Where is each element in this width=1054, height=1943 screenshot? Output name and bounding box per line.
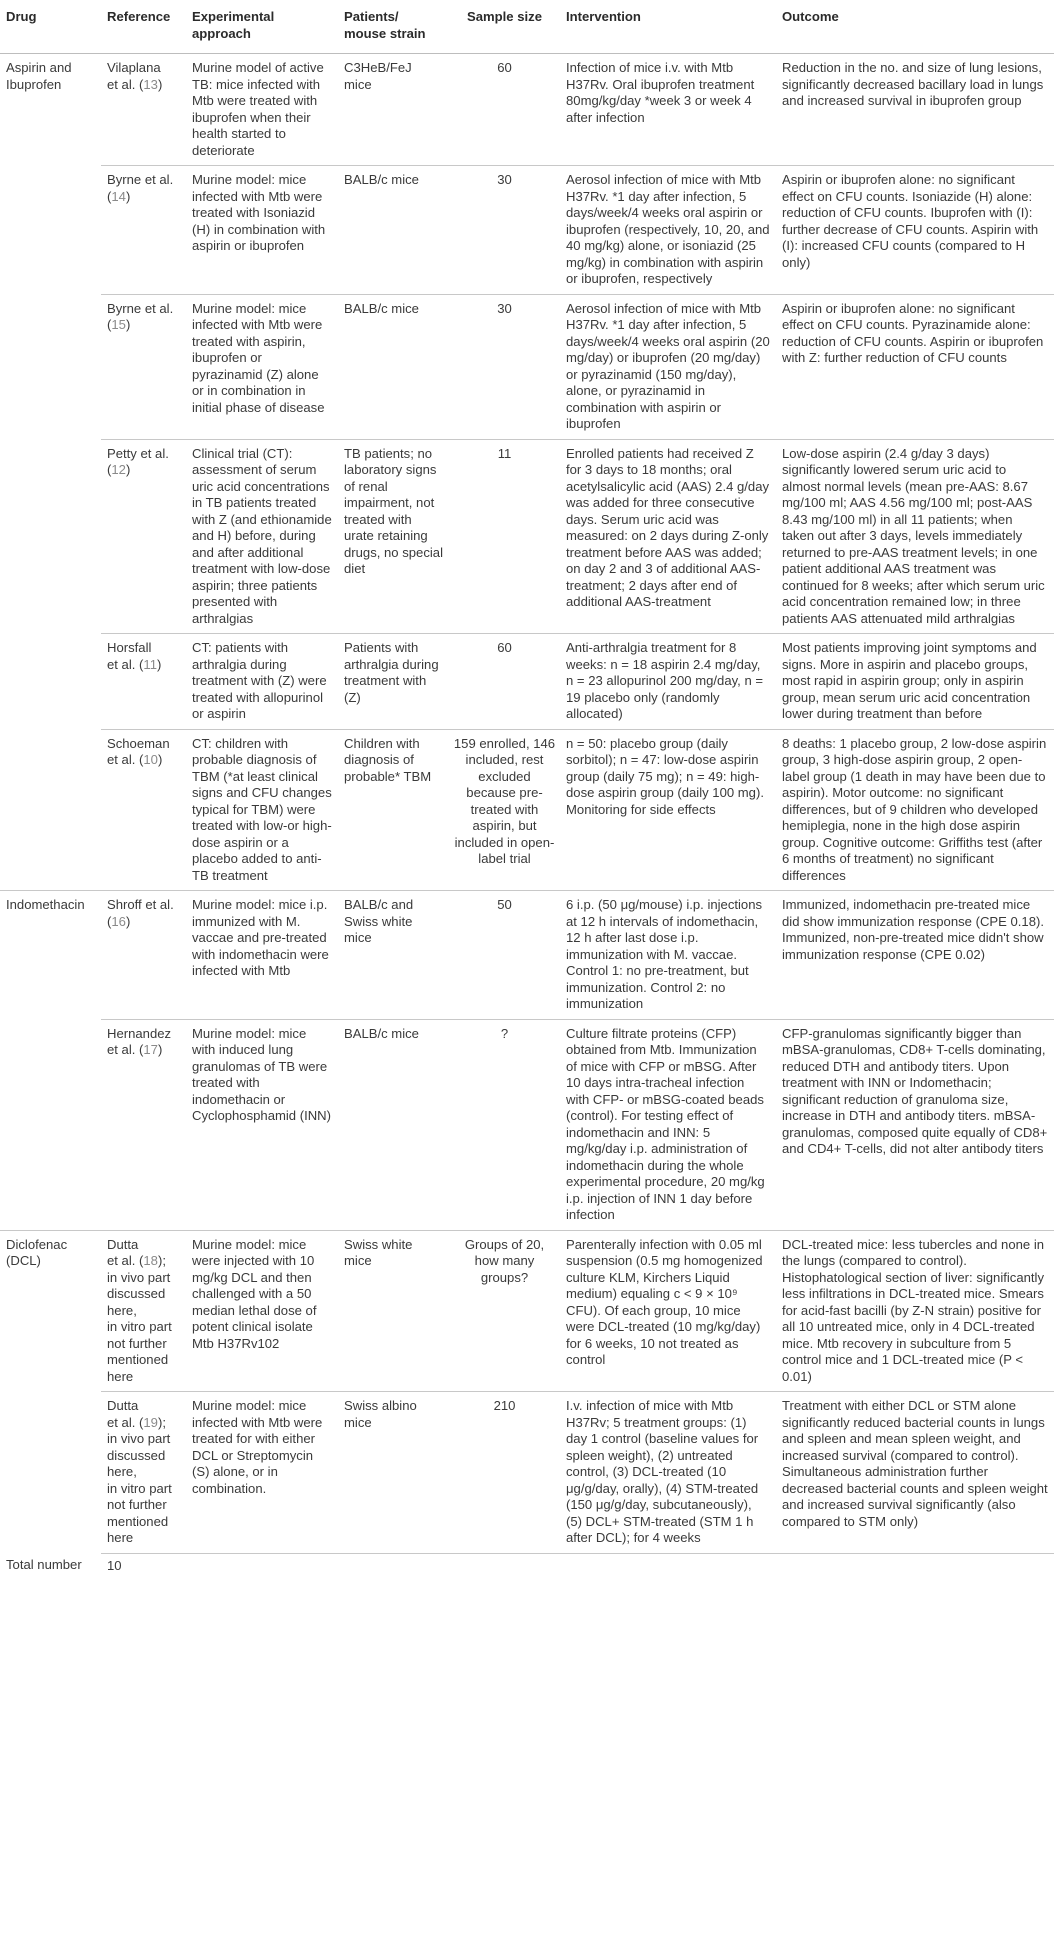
experimental-approach-cell: CT: children with probable diagnosis of TBM (*at least clinical signs and CFU changes typical for TBM) were treated with low-or high-dose aspirin or a placebo added to anti-TB treatment (186, 729, 338, 891)
drug-cell: Indomethacin (0, 891, 101, 1020)
empty-cell (776, 1553, 1054, 1580)
reference-author: Dutta et al. ( (107, 1236, 144, 1268)
reference-author: Vilaplana et al. ( (107, 60, 161, 92)
header-intervention: Intervention (560, 0, 776, 54)
table-row (0, 166, 1054, 295)
patients-strain-cell: Swiss white mice (338, 1230, 449, 1392)
drug-cell (0, 729, 101, 891)
reference-suffix: ) (125, 317, 131, 332)
reference-suffix: ); in vivo part discussed here, in vitro part not further mentioned here (107, 1414, 172, 1545)
outcome-cell: Aspirin or ibuprofen alone: no significant effect on CFU counts. Isoniazide (H) alone: reduction of CFU counts. Ibuprofen with (I): further decrease of CFU counts. Aspirin with (I): increased CFU counts (compared to H only) (776, 166, 1054, 295)
total-row (0, 1553, 1054, 1580)
sample-size-cell: 159 enrolled, 146 included, rest excluded because pre-treated with aspirin, but included in open-label trial (449, 729, 560, 891)
experimental-approach-cell: Murine model of active TB: mice infected with Mtb were treated with ibuprofen when their health started to deteriorate (186, 54, 338, 166)
drug-cell (0, 634, 101, 730)
intervention-cell: n = 50: placebo group (daily sorbitol); n = 47: low-dose aspirin group (daily 75 mg); n = 49: high-dose aspirin group (daily 100 mg). Monitoring for side effects (560, 729, 776, 891)
reference-suffix: ); in vivo part discussed here, in vitro part not further mentioned here (107, 1253, 172, 1384)
intervention-cell: Culture filtrate proteins (CFP) obtained from Mtb. Immunization of mice with CFP or mBSG. After 10 days intra-tracheal infection with CFP- or mBSG-coated beads (control). For testing effect of indomethacin and INN: 5 mg/kg/day i.p. administration of indomethacin during the whole experimental procedure, 20 mg/kg i.p. injection of INN 1 day before infection (560, 1019, 776, 1230)
experimental-approach-cell: Murine model: mice i.p. immunized with M. vaccae and pre-treated with indomethacin were infected with Mtb (186, 891, 338, 1020)
table-row (0, 1019, 1054, 1230)
experimental-approach-cell: Clinical trial (CT): assessment of serum uric acid concentrations in TB patients treated with Z (and ethionamide and H) before, during and after additional treatment with low-dose aspirin; three patients presented with arthralgias (186, 439, 338, 634)
intervention-cell: Enrolled patients had received Z for 3 days to 18 months; oral acetylsalicylic acid (AAS) 2.4 g/day was added for three consecutive days. Serum uric acid was measured: on 2 days during Z-only treatment before AAS was added; on day 2 and 3 of additional AAS-treatment; 2 days after end of additional AAS-treatment (560, 439, 776, 634)
patients-strain-cell: BALB/c mice (338, 294, 449, 439)
intervention-cell: I.v. infection of mice with Mtb H37Rv; 5 treatment groups: (1) day 1 control (baseline values for spleen weight), (2) untreated control, (3) DCL-treated (10 μg/g/day, orally), (4) STM-treated (150 μg/g/day, subcutaneously), (5) DCL+ STM-treated (STM 1 h after DCL); for 4 weeks (560, 1392, 776, 1554)
intervention-cell: Parenterally infection with 0.05 ml suspension (0.5 mg homogenized culture KLM, Kirchers Liquid medium) equaling c < 9 × 10⁹ CFU). Of each group, 10 mice were DCL-treated (10 mg/kg/day) for 6 weeks, 10 not treated as control (560, 1230, 776, 1392)
header-outcome: Outcome (776, 0, 1054, 54)
intervention-cell: Aerosol infection of mice with Mtb H37Rv. *1 day after infection, 5 days/week/4 weeks oral aspirin or ibuprofen (respectively, 10, 20, and 40 mg/kg) alone, or isoniazid (25 mg/kg) in combination with aspirin or ibuprofen, respectively (560, 166, 776, 295)
reference-cell (101, 54, 186, 166)
reference-cell (101, 729, 186, 891)
table-row (0, 634, 1054, 730)
patients-strain-cell: Patients with arthralgia during treatment with (Z) (338, 634, 449, 730)
drug-cell (0, 439, 101, 634)
reference-cell (101, 1230, 186, 1392)
outcome-cell: Reduction in the no. and size of lung lesions, significantly decreased bacillary load in lungs and increased survival in ibuprofen group (776, 54, 1054, 166)
outcome-cell: 8 deaths: 1 placebo group, 2 low-dose aspirin group, 3 high-dose aspirin group, 2 open-label group (1 death in may have been due to aspirin). Motor outcome: no significant differences, but of 9 children who developed hemiplegia, none in the high dose aspirin group. Cognitive outcome: Griffiths test (after 6 months of treatment) no significant differences (776, 729, 1054, 891)
reference-number-link[interactable]: 12 (111, 462, 126, 477)
header-sample-size: Sample size (449, 0, 560, 54)
experimental-approach-cell: Murine model: mice were injected with 10 mg/kg DCL and then challenged with a 50 median lethal dose of potent clinical isolate Mtb H37Rv102 (186, 1230, 338, 1392)
reference-cell (101, 634, 186, 730)
reference-suffix: ) (125, 913, 131, 929)
table-row (0, 294, 1054, 439)
header-patients-strain: Patients/ mouse strain (338, 0, 449, 54)
reference-suffix: ) (156, 656, 162, 672)
table-body (0, 54, 1054, 1581)
empty-cell (338, 1553, 449, 1580)
experimental-approach-cell: CT: patients with arthralgia during treatment with (Z) were treated with allopurinol or aspirin (186, 634, 338, 730)
reference-cell (101, 891, 186, 1020)
outcome-cell: CFP-granulomas significantly bigger than mBSA-granulomas, CD8+ T-cells dominating, reduced DTH and antibody titers. Upon treatment with INN or Indomethacin; significant reduction of granuloma size, increase in DTH and antibody titers. mBSA-granulomas, composed quite equally of CD8+ and CD4+ T-cells, did not alter antibody titers (776, 1019, 1054, 1230)
drug-cell (0, 166, 101, 295)
reference-number-link[interactable]: 17 (143, 1042, 158, 1057)
intervention-cell: Anti-arthralgia treatment for 8 weeks: n = 18 aspirin 2.4 mg/day, n = 23 allopurinol 200 mg/day, n = 19 placebo only (randomly allocated) (560, 634, 776, 730)
outcome-cell: Most patients improving joint symptoms and signs. More in aspirin and placebo groups, most rapid in aspirin group; only in aspirin group, mean serum uric acid concentration lower during treatment than before (776, 634, 1054, 730)
sample-size-cell: 30 (449, 294, 560, 439)
patients-strain-cell: Swiss albino mice (338, 1392, 449, 1554)
patients-strain-cell: BALB/c and Swiss white mice (338, 891, 449, 1020)
reference-number-link[interactable]: 13 (143, 76, 158, 92)
reference-number-link[interactable]: 19 (143, 1414, 158, 1430)
reference-author: Schoeman et al. ( (107, 735, 170, 767)
reference-author: Hernandez et al. ( (107, 1025, 172, 1057)
experimental-approach-cell: Murine model: mice infected with Mtb were treated for with either DCL or Streptomycin (S) alone, or in combination. (186, 1392, 338, 1554)
sample-size-cell: ? (449, 1019, 560, 1230)
reference-author: Shroff et al. ( (107, 897, 174, 929)
table-row (0, 1230, 1054, 1392)
reference-number-link[interactable]: 11 (143, 656, 157, 672)
reference-author: Dutta et al. ( (107, 1398, 144, 1430)
patients-strain-cell: BALB/c mice (338, 1019, 449, 1230)
table-row (0, 439, 1054, 634)
outcome-cell: Immunized, indomethacin pre-treated mice did show immunization response (CPE 0.18). Immunized, non-pre-treated mice didn't show immunization response (CPE 0.02) (776, 891, 1054, 1020)
reference-author: Horsfall et al. ( (107, 640, 152, 672)
empty-cell (186, 1553, 338, 1580)
reference-cell (101, 439, 186, 634)
patients-strain-cell: C3HeB/FeJ mice (338, 54, 449, 166)
sample-size-cell: Groups of 20, how many groups? (449, 1230, 560, 1392)
reference-cell (101, 166, 186, 295)
table-header-row (0, 0, 1054, 54)
reference-cell (101, 294, 186, 439)
sample-size-cell: 11 (449, 439, 560, 634)
patients-strain-cell: BALB/c mice (338, 166, 449, 295)
outcome-cell: Treatment with either DCL or STM alone significantly reduced bacterial counts in lungs and spleen and mean spleen weight, and increased survival (compared to control). Simultaneous administration further decreased bacterial counts and spleen weight and increased survival significantly (also compared to STM only) (776, 1392, 1054, 1554)
empty-cell (560, 1553, 776, 1580)
reference-author: Byrne et al. ( (107, 300, 174, 332)
drug-cell (0, 1019, 101, 1230)
reference-suffix: ) (157, 1042, 163, 1057)
reference-cell (101, 1019, 186, 1230)
outcome-cell: Low-dose aspirin (2.4 g/day 3 days) significantly lowered serum uric acid to almost normal levels (mean pre-AAS: 8.67 mg/100 ml; AAS 4.56 mg/100 ml; post-AAS 8.43 mg/100 ml) in all 11 patients; when taken out after 3 days, levels immediately returned to pre-AAS treatment levels; in one patient additional AAS treatment was continued for 8 weeks; after which serum uric acid concentration remained low; in three patients AAS attenuated mild arthralgias (776, 439, 1054, 634)
sample-size-cell: 30 (449, 166, 560, 295)
experimental-approach-cell: Murine model: mice infected with Mtb were treated with Isoniazid (H) in combination with aspirin or ibuprofen (186, 166, 338, 295)
intervention-cell: 6 i.p. (50 μg/mouse) i.p. injections at 12 h intervals of indomethacin, 12 h after last dose i.p. immunization with M. vaccae. Control 1: no pre-treatment, but immunization. Control 2: no immunization (560, 891, 776, 1020)
reference-suffix: ) (157, 752, 163, 767)
empty-cell (449, 1553, 560, 1580)
sample-size-cell: 50 (449, 891, 560, 1020)
header-experimental-approach: Experimental approach (186, 0, 338, 54)
outcome-cell: DCL-treated mice: less tubercles and none in the lungs (compared to control). Histophatological section of liver: significantly less infiltrations in DCL-treated mice. Smears for acid-fast bacilli (by Z-N strain) positive for all 10 untreated mice, only in 4 DCL-treated mice. Mtb recovery in subculture from 5 control mice and 1 DCL-treated mice (P < 0.01) (776, 1230, 1054, 1392)
intervention-cell: Infection of mice i.v. with Mtb H37Rv. Oral ibuprofen treatment 80mg/kg/day *week 3 or week 4 after infection (560, 54, 776, 166)
intervention-cell: Aerosol infection of mice with Mtb H37Rv. *1 day after infection, 5 days/week/4 weeks oral aspirin (20 mg/day) or ibuprofen (20 mg/day) or pyrazinamid (150 mg/day), alone, or pyrazinamid in combination with aspirin or ibuprofen (560, 294, 776, 439)
reference-number-link[interactable]: 16 (111, 913, 126, 929)
reference-number-link[interactable]: 14 (111, 188, 126, 204)
drug-cell: Aspirin and Ibuprofen (0, 54, 101, 166)
table-row (0, 54, 1054, 166)
sample-size-cell: 210 (449, 1392, 560, 1554)
sample-size-cell: 60 (449, 54, 560, 166)
reference-cell (101, 1392, 186, 1554)
reference-suffix: ) (125, 188, 131, 204)
patients-strain-cell: TB patients; no laboratory signs of renal impairment, not treated with urate retaining drugs, no special diet (338, 439, 449, 634)
experimental-approach-cell: Murine model: mice with induced lung granulomas of TB were treated with indomethacin or Cyclophosphamid (INN) (186, 1019, 338, 1230)
drug-cell (0, 1392, 101, 1554)
total-value: 10 (107, 1557, 122, 1573)
table-row (0, 729, 1054, 891)
experimental-approach-cell: Murine model: mice infected with Mtb were treated with aspirin, ibuprofen or pyrazinamid (Z) alone or in combination in initial phase of disease (186, 294, 338, 439)
drug-cell: Diclofenac (DCL) (0, 1230, 101, 1392)
reference-suffix: ) (157, 76, 163, 92)
sample-size-cell: 60 (449, 634, 560, 730)
reference-number-link[interactable]: 18 (143, 1253, 158, 1268)
reference-number-link[interactable]: 10 (143, 752, 158, 767)
table-row (0, 1392, 1054, 1554)
table-row (0, 891, 1054, 1020)
reference-author: Byrne et al. ( (107, 172, 174, 204)
reference-number-link[interactable]: 15 (111, 317, 126, 332)
reference-author: Petty et al. ( (107, 445, 169, 477)
header-reference: Reference (101, 0, 186, 54)
drug-cell (0, 294, 101, 439)
total-label: Total number (6, 1557, 82, 1572)
patients-strain-cell: Children with diagnosis of probable* TBM (338, 729, 449, 891)
reference-suffix: ) (125, 462, 131, 477)
header-drug: Drug (0, 0, 101, 54)
outcome-cell: Aspirin or ibuprofen alone: no significant effect on CFU counts. Pyrazinamide alone: reduction of CFU counts. Aspirin or ibuprofen with Z: further reduction of CFU counts (776, 294, 1054, 439)
